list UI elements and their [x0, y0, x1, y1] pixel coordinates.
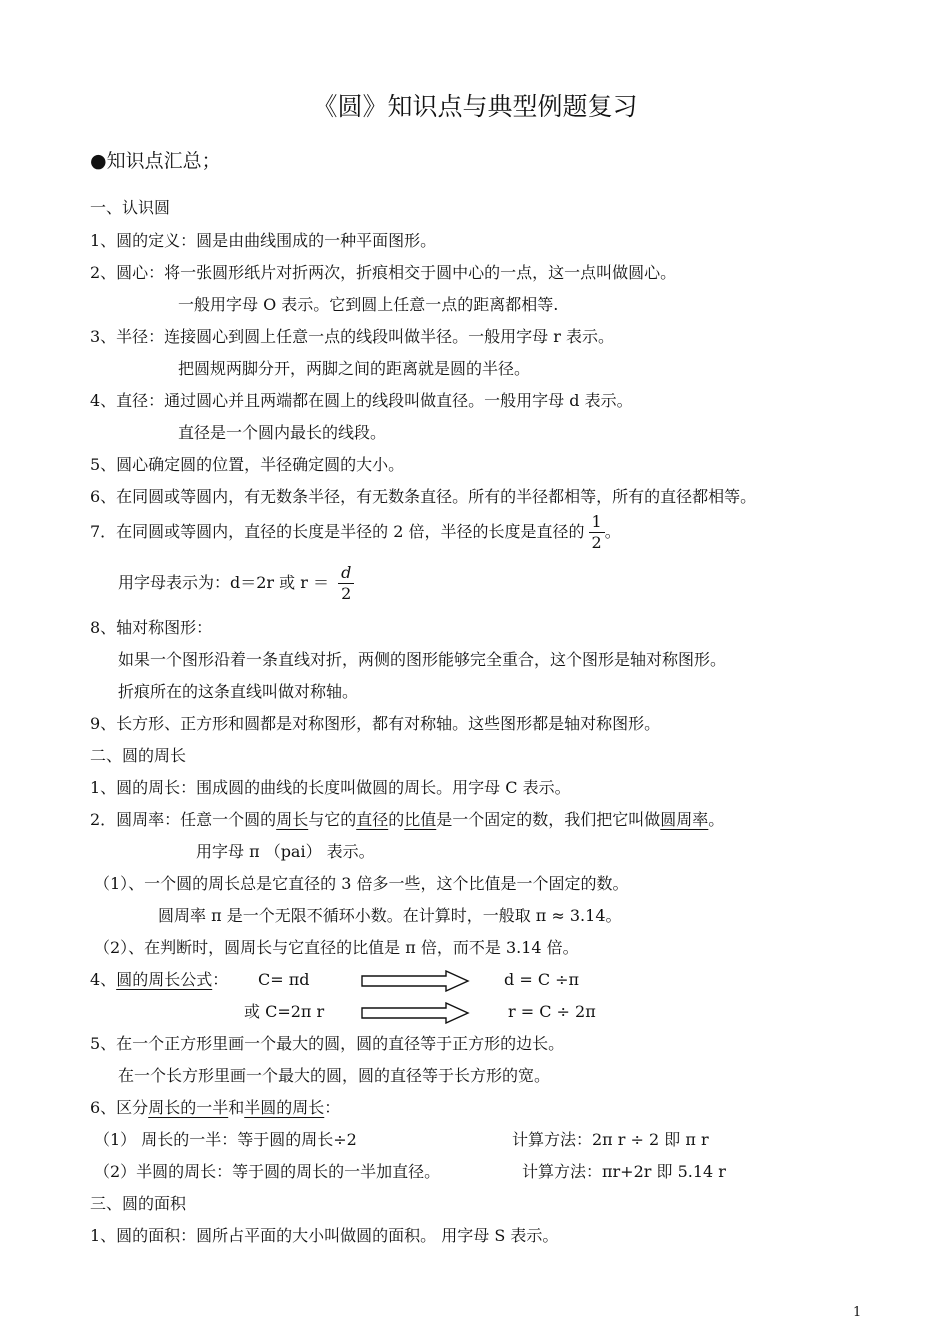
half-circumference: （1） 周长的一半：等于圆的周长÷2 — [94, 1130, 357, 1149]
item-7: 7．在同圆或等圆内，直径的长度是半径的 2 倍，半径的长度是直径的 $\frac{1}{2}$ 。 — [90, 512, 621, 552]
note-1-cont: 圆周率 π 是一个无限不循环小数。在计算时，一般取 π ≈ 3.14。 — [158, 906, 622, 925]
item-2-center-cont: 一般用字母 O 表示。它到圆上任意一点的距离都相等. — [178, 295, 559, 314]
circumference-formula-label: 4、圆的周长公式： — [90, 970, 229, 989]
semicircle-perimeter: （2）半圆的周长：等于圆的周长的一半加直径。 — [94, 1162, 441, 1181]
underline-ratio: 比值 — [404, 810, 437, 829]
right-arrow-icon — [360, 1002, 470, 1024]
item-2-center: 2、圆心：将一张圆形纸片对折两次，折痕相交于圆中心的一点，这一点叫做圆心。 — [90, 263, 677, 282]
summary-heading: ●知识点汇总； — [90, 150, 221, 172]
section-heading-1: 一、认识圆 — [90, 198, 171, 217]
underline-circumference: 周长 — [276, 810, 309, 829]
semicircle-perimeter-method: 计算方法：πr+2r 即 5.14 r — [522, 1162, 726, 1181]
page-title: 《圆》知识点与典型例题复习 — [312, 92, 638, 121]
item-4-diameter-cont: 直径是一个圆内最长的线段。 — [178, 423, 387, 442]
pi-definition: 2．圆周率：任意一个圆的周长与它的直径的比值是一个固定的数，我们把它叫做圆周率。 — [90, 810, 725, 829]
underline-diameter: 直径 — [356, 810, 389, 829]
formula-r-from-c: r = C ÷ 2π — [508, 1002, 596, 1021]
note-1: （1）、一个圆的周长总是它直径的 3 倍多一些，这个比值是一个固定的数。 — [94, 874, 629, 893]
item-7-formula-text: 用字母表示为：d＝2r 或 r ＝ — [118, 573, 329, 592]
area-definition: 1、圆的面积：圆所占平面的大小叫做圆的面积。 用字母 S 表示。 — [90, 1226, 559, 1245]
section-heading-2: 二、圆的周长 — [90, 746, 187, 765]
item-7-text: 7．在同圆或等圆内，直径的长度是半径的 2 倍，半径的长度是直径的 — [90, 522, 585, 541]
pi-symbol-note: 用字母 π （pai） 表示。 — [196, 842, 375, 861]
item-8-text-b: 折痕所在的这条直线叫做对称轴。 — [118, 682, 359, 701]
item-3-radius-cont: 把圆规两脚分开，两脚之间的距离就是圆的半径。 — [178, 359, 531, 378]
fraction-one-half: $\frac{1}{2}$ — [589, 512, 605, 553]
item-5-square: 5、在一个正方形里画一个最大的圆，圆的直径等于正方形的边长。 — [90, 1034, 565, 1053]
item-4-diameter: 4、直径：通过圆心并且两端都在圆上的线段叫做直径。一般用字母 d 表示。 — [90, 391, 633, 410]
item-1-definition: 1、圆的定义：圆是由曲线围成的一种平面图形。 — [90, 231, 437, 250]
item-5: 5、圆心确定圆的位置，半径确定圆的大小。 — [90, 455, 405, 474]
formula-c-pi-d: C= πd — [258, 970, 310, 989]
half-circumference-method: 计算方法：2π r ÷ 2 即 π r — [512, 1130, 709, 1149]
formula-c-2pi-r: 或 C=2π r — [244, 1002, 325, 1021]
item-5-rectangle: 在一个长方形里画一个最大的圆，圆的直径等于长方形的宽。 — [118, 1066, 551, 1085]
item-9: 9、长方形、正方形和圆都是对称图形，都有对称轴。这些图形都是轴对称图形。 — [90, 714, 661, 733]
circumference-definition: 1、圆的周长：围成圆的曲线的长度叫做圆的周长。用字母 C 表示。 — [90, 778, 571, 797]
page-number: 1 — [853, 1305, 862, 1320]
item-8-text-a: 如果一个图形沿着一条直线对折，两侧的图形能够完全重合，这个图形是轴对称图形。 — [118, 650, 727, 669]
item-8: 8、轴对称图形： — [90, 618, 213, 637]
item-6: 6、在同圆或等圆内，有无数条半径，有无数条直径。所有的半径都相等，所有的直径都相等。 — [90, 487, 757, 506]
section-heading-3: 三、圆的面积 — [90, 1194, 187, 1213]
item-7-formula — [118, 560, 354, 606]
fraction-d-over-2: $\frac{d}{2}$ — [338, 563, 354, 604]
item-3-radius: 3、半径：连接圆心到圆上任意一点的线段叫做半径。一般用字母 r 表示。 — [90, 327, 615, 346]
right-arrow-icon — [360, 970, 470, 992]
item-6-distinguish: 6、区分周长的一半和半圆的周长： — [90, 1098, 341, 1117]
note-2: （2）、在判断时，圆周长与它直径的比值是 π 倍，而不是 3.14 倍。 — [94, 938, 579, 957]
underline-pi: 圆周率 — [660, 810, 709, 829]
formula-d-from-c: d = C ÷π — [504, 970, 580, 989]
